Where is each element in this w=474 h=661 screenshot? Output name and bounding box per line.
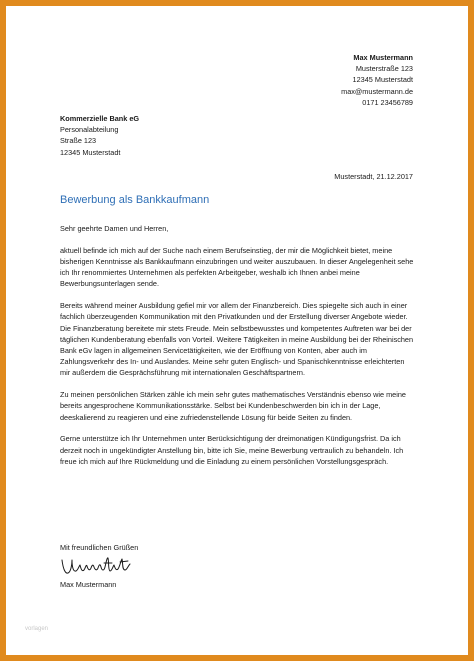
letter-subject: Bewerbung als Bankkaufmann bbox=[60, 194, 210, 206]
signed-name: Max Mustermann bbox=[60, 580, 117, 589]
body-paragraph: aktuell befinde ich mich auf der Suche nach einem Berufseinstieg, der mir die Möglichkeit bietet, meine bisherigen Kenntnisse als Bankkaufmann einzubringen und weiter auszubauen. In dieser Angelegenheit sehe ich Ihr renommiertes Unternehmen als perfekten Arbeitgeber, weshalb ich Ihnen anbei meine Bewerbungsunterlagen sende. bbox=[60, 245, 414, 289]
body-paragraph: Gerne unterstütze ich Ihr Unternehmen unter Berücksichtigung der dreimonatigen Kündigungsfrist. Da ich derzeit noch in ungekündigter Anstellung bin, bitte ich Sie, meine Bewerbung vertraulich zu behandeln. Ich freue ich mich auf Ihre Rückmeldung und die Einladung zu einem persönlichen Vorstellungsgespräch. bbox=[60, 434, 404, 466]
handwritten-signature bbox=[60, 554, 132, 580]
watermark: vorlagen bbox=[25, 626, 49, 632]
recipient-city: 12345 Musterstadt bbox=[60, 147, 121, 157]
sender-city: 12345 Musterstadt bbox=[352, 75, 413, 85]
recipient-company: Kommerzielle Bank eG bbox=[60, 114, 140, 123]
recipient-address-block bbox=[60, 113, 139, 158]
sender-phone: 0171 23456789 bbox=[362, 97, 413, 107]
recipient-street: Straße 123 bbox=[60, 136, 97, 146]
body-paragraph: Zu meinen persönlichen Stärken zähle ich mein sehr gutes mathematisches Verständnis ebenso wie meine bereits angesprochene Kommunikationsstärke. Selbst bei Kundenbeschwerden bin ich in der Lage, deeskalierend zu reagieren und eine zufriedenstellende Lösung für beide Seiten zu finden. bbox=[60, 390, 406, 422]
sender-address-block bbox=[341, 52, 413, 108]
letter-date: Musterstadt, 21.12.2017 bbox=[334, 172, 413, 181]
sender-email: max@mustermann.de bbox=[341, 86, 413, 96]
recipient-department: Personalabteilung bbox=[60, 125, 119, 135]
sender-street: Musterstraße 123 bbox=[355, 64, 413, 74]
closing-phrase: Mit freundlichen Grüßen bbox=[60, 543, 139, 552]
body-paragraph: Bereits während meiner Ausbildung gefiel mir vor allem der Finanzbereich. Dies spiegelte sich auch in einer fachlich überzeugenden Kommunikation mit den Privatkunden und der Erstellung diverser Angebote wieder. Die Finanzberatung bereitete mir stets Freude. Mein selbstbewusstes und kompetentes Auftreten war bei der täglichen Kundenberatung ebenfalls von Vorteil. Weitere Tätigkeiten in meine Ausbildung bei der Rheinischen Bank eGv lagen in allgemeinen Servicetätigkeiten, wie der Eröffnung von Konten, aber auch im Zahlungsverkehr des In- und Auslandes. Meine sehr guten Englisch- und Spanischkenntnisse erleichterten mir außerdem die Gesprächsführung mit internationalen Geschäftspartnern. bbox=[60, 301, 414, 378]
sender-name: Max Mustermann bbox=[353, 53, 413, 62]
salutation: Sehr geehrte Damen und Herren, bbox=[60, 224, 169, 233]
letter-body bbox=[60, 223, 416, 478]
